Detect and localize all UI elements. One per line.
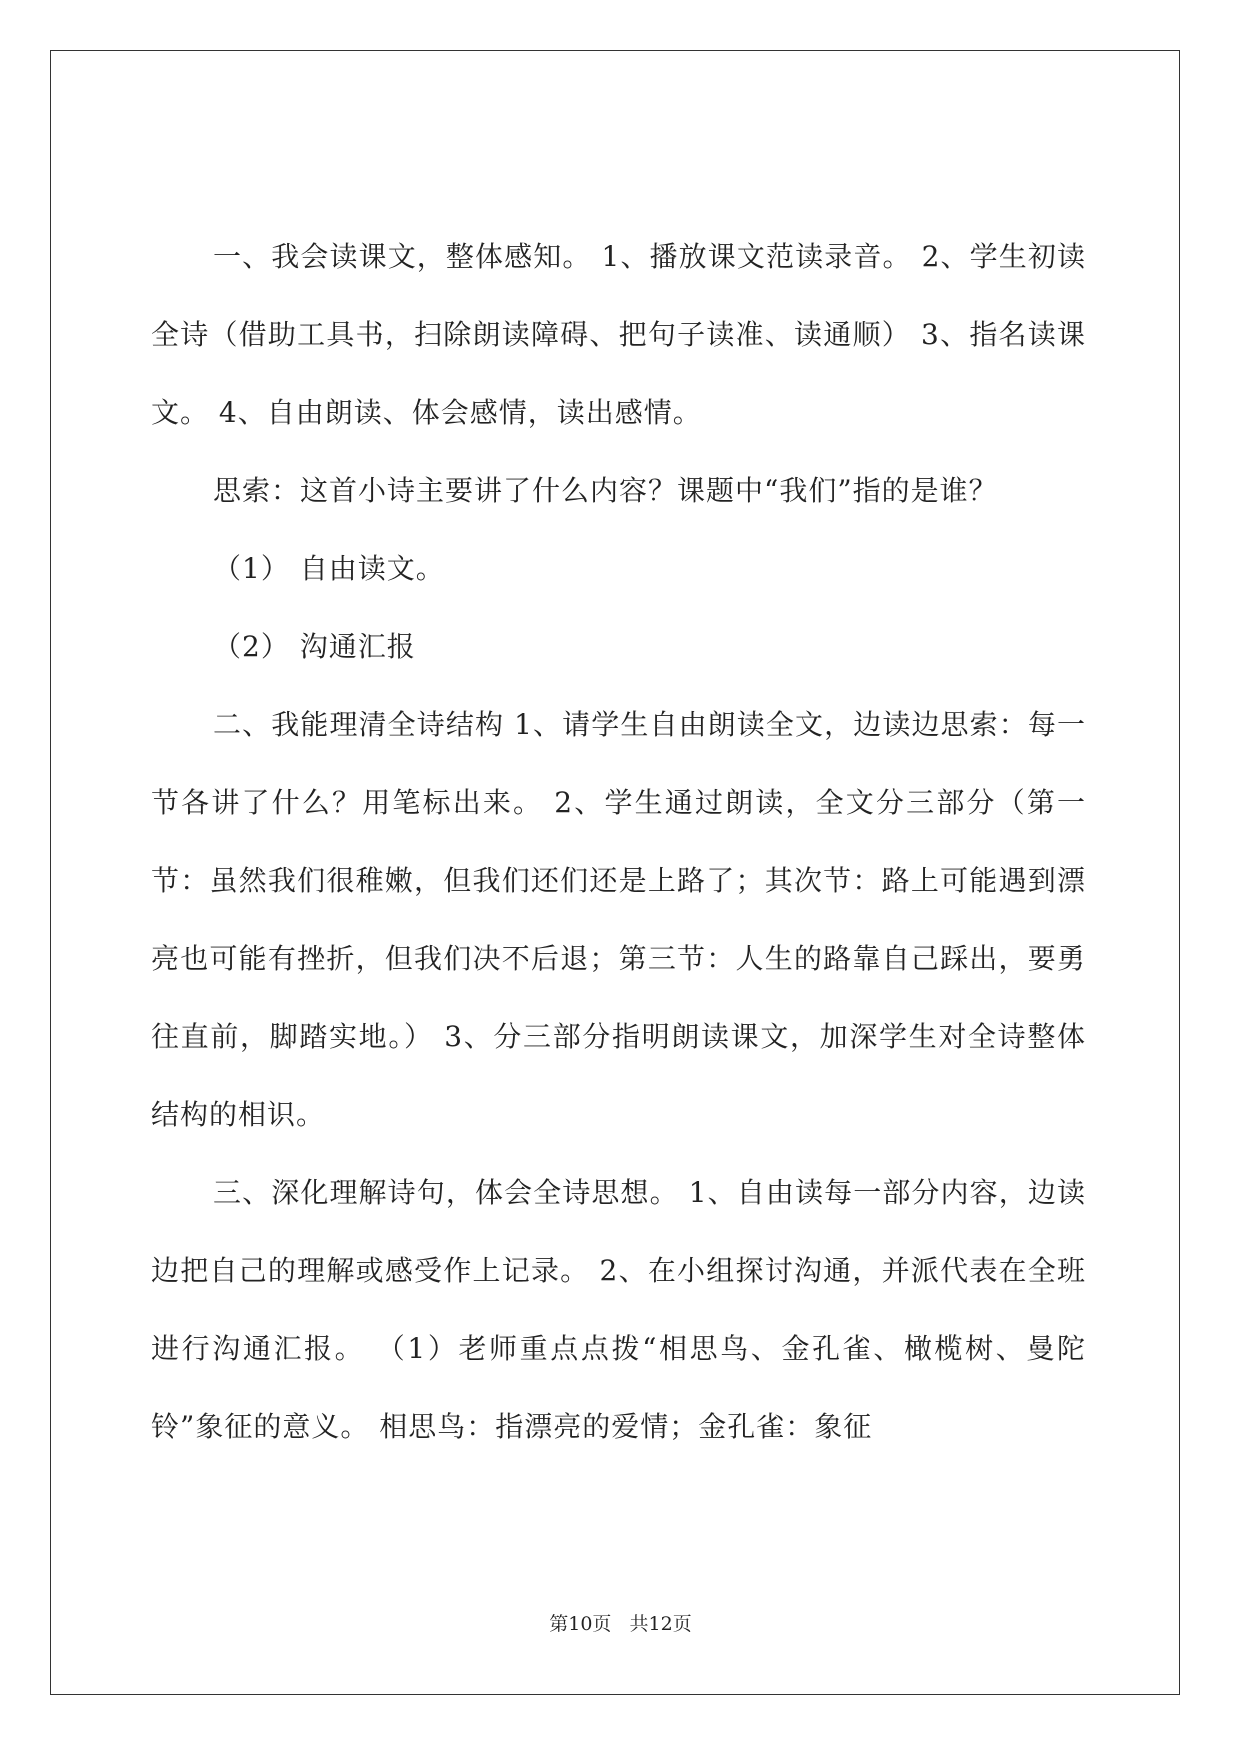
paragraph-step-1: （1） 自由读文。 [213,552,445,585]
paragraph-section-three: 三、深化理解诗句，体会全诗思想。 1、自由读每一部分内容，边读边把自己的理解或感受作上记录。 2、在小组探讨沟通，并派代表在全班进行沟通汇报。 （1）老师重点点拨“相思鸟、金孔雀、橄榄树、曼陀铃”象征的意义。 相思鸟：指漂亮的爱情；金孔雀：象征 [151,1176,1086,1443]
paragraph-section-one: 一、我会读课文，整体感知。 1、播放课文范读录音。 2、学生初读全诗（借助工具书，扫除朗读障碍、把句子读准、读通顺） 3、指名读课文。 4、自由朗读、体会感情，读出感情。 [151,240,1086,429]
paragraph-question: 思索：这首小诗主要讲了什么内容？课题中“我们”指的是谁？ [213,474,998,507]
paragraph-section-two: 二、我能理清全诗结构 1、请学生自由朗读全文，边读边思索：每一节各讲了什么？用笔标出来。 2、学生通过朗读，全文分三部分（第一节：虽然我们很稚嫩，但我们还们还是上路了；其次节：路上可能遇到漂亮也可能有挫折，但我们决不后退；第三节：人生的路靠自己踩出，要勇往直前，脚踏实地。） 3、分三部分指明朗读课文，加深学生对全诗整体结构的相识。 [151,708,1086,1131]
page-number-footer: 第10页 共12页 [549,1613,692,1635]
document-body [151,218,1086,1466]
paragraph-step-2: （2） 沟通汇报 [213,630,416,663]
